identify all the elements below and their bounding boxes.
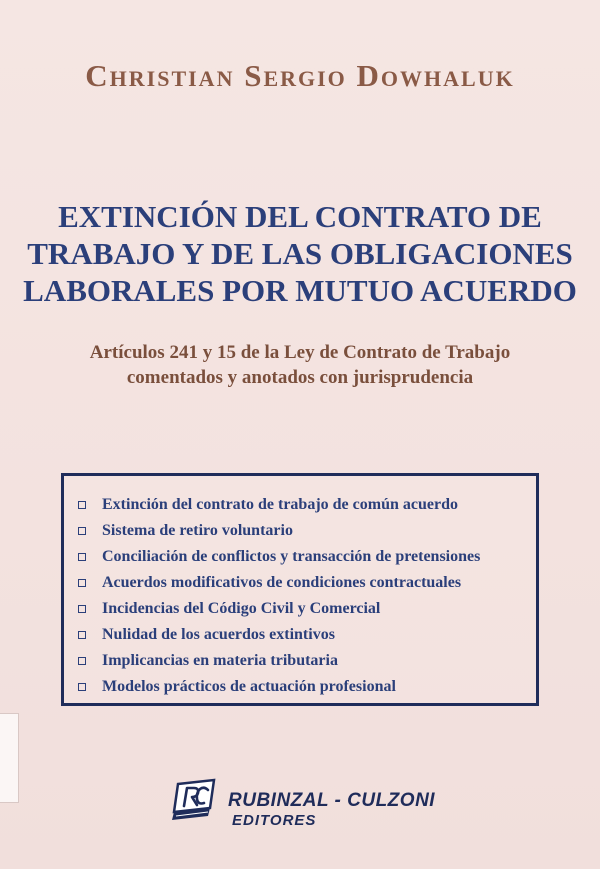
topic-text: Incidencias del Código Civil y Comercial (102, 600, 381, 617)
list-item (78, 544, 536, 570)
list-item (78, 570, 536, 596)
topic-text: Acuerdos modificativos de condiciones contractuales (102, 574, 462, 591)
rc-book-logo-icon (168, 778, 220, 822)
topics-list (64, 476, 536, 700)
topic-text: Nulidad de los acuerdos extintivos (102, 626, 335, 643)
page-edge-tab (0, 713, 19, 803)
title-line: EXTINCIÓN DEL CONTRATO DE (58, 199, 542, 234)
subtitle-line: Artículos 241 y 15 de la Ley de Contrato de Trabajo (89, 342, 511, 363)
topic-text: Sistema de retiro voluntario (102, 522, 293, 539)
square-bullet-icon (78, 553, 86, 561)
square-bullet-icon (78, 527, 86, 535)
list-item (78, 674, 536, 700)
topic-text: Extinción del contrato de trabajo de común acuerdo (102, 496, 458, 513)
book-subtitle (20, 340, 580, 390)
list-item (78, 518, 536, 544)
title-line: TRABAJO Y DE LAS OBLIGACIONES (27, 236, 573, 271)
list-item (78, 596, 536, 622)
square-bullet-icon (78, 631, 86, 639)
square-bullet-icon (78, 657, 86, 665)
subtitle-line: comentados y anotados con jurisprudencia (126, 367, 474, 388)
list-item (78, 492, 536, 518)
square-bullet-icon (78, 501, 86, 509)
publisher-subtitle: EDITORES (232, 812, 317, 829)
publisher-name: RUBINZAL - CULZONI (228, 790, 436, 811)
topic-text: Implicancias en materia tributaria (102, 652, 338, 669)
list-item (78, 622, 536, 648)
topics-box (61, 473, 539, 706)
square-bullet-icon (78, 683, 86, 691)
square-bullet-icon (78, 579, 86, 587)
author-name: Christian Sergio Dowhaluk (85, 58, 515, 93)
book-title (20, 198, 580, 309)
topic-text: Conciliación de conflictos y transacción de pretensiones (102, 548, 481, 565)
topic-text: Modelos prácticos de actuación profesional (102, 678, 396, 695)
square-bullet-icon (78, 605, 86, 613)
list-item (78, 648, 536, 674)
title-line: LABORALES POR MUTUO ACUERDO (23, 273, 577, 308)
